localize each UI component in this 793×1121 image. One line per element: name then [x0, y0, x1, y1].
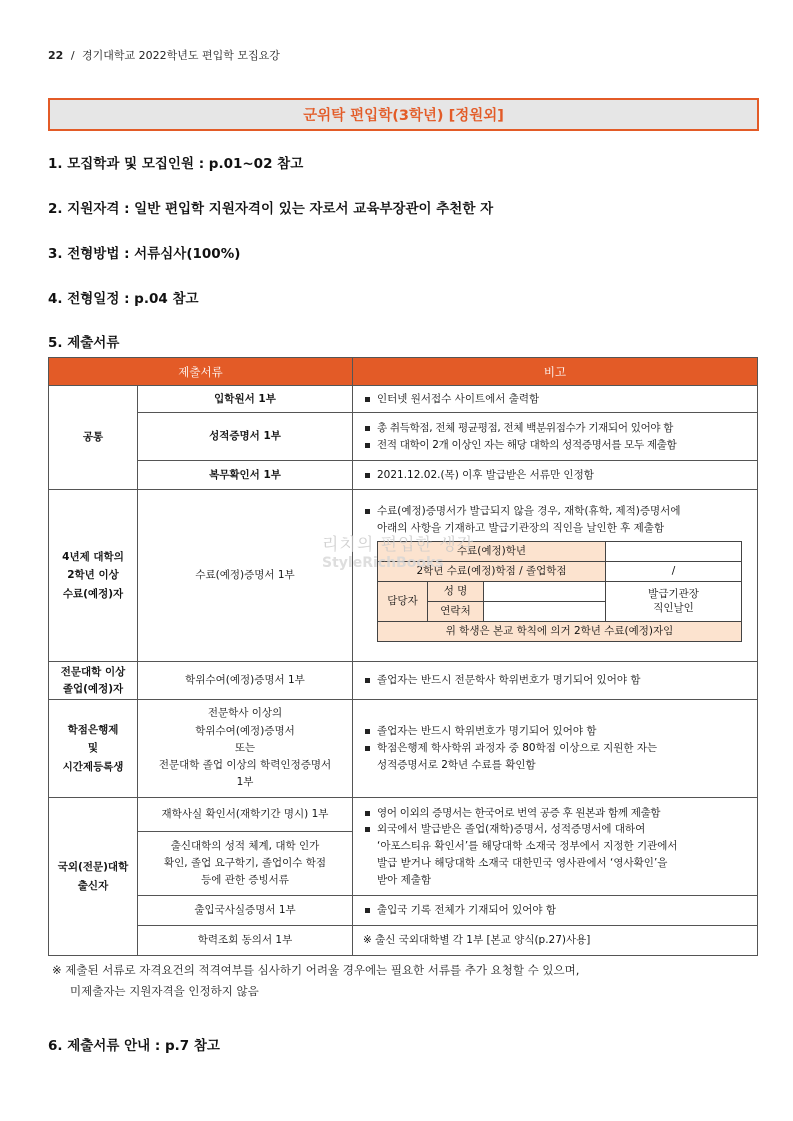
form-confirmation: 위 학생은 본교 학칙에 의거 2학년 수료(예정)자임: [378, 621, 742, 641]
note-continuation: 받아 제출함: [377, 873, 432, 886]
form-contact-label: 연락처: [428, 601, 484, 621]
section-5: 5. 제출서류: [48, 335, 120, 351]
section-6: 6. 제출서류 안내 : p.7 참고: [48, 1038, 220, 1054]
note-item: 출입국 기록 전체가 기재되어 있어야 함: [363, 902, 749, 919]
form-contact-value: [484, 601, 606, 621]
doc-university-evidence: 출신대학의 성적 체계, 대학 인가 확인, 졸업 요구학기, 졸업이수 학점 등에 관한 증빙서류: [138, 832, 353, 896]
doc-application: 입학원서 1부: [138, 386, 353, 413]
page-number: 22: [48, 49, 64, 62]
doc-service-confirmation: 복무확인서 1부: [138, 461, 353, 490]
category-univ4: 4년제 대학의 2학년 이상 수료(예정)자: [49, 490, 138, 662]
note-continuation: 발급 받거나 해당대학 소재국 대한민국 영사관에서 ‘영사확인’을: [377, 856, 668, 869]
page-title: 군위탁 편입학(3학년) [정원외]: [48, 98, 759, 131]
form-person-label: 담당자: [378, 581, 428, 621]
documents-table: [48, 357, 758, 956]
completion-form: [377, 541, 742, 642]
category-college: 전문대학 이상 졸업(예정)자: [49, 662, 138, 700]
watermark-logo: 리치의 편입한 생각 StyleRichBooks: [322, 535, 475, 571]
section-4: 4. 전형일정 : p.04 참고: [48, 291, 199, 307]
doc-enrollment-confirmation: 재학사실 확인서(재학기간 명시) 1부: [138, 798, 353, 832]
doc-degree-certificate: 학위수여(예정)증명서 1부: [138, 662, 353, 700]
form-credits-value: /: [606, 561, 742, 581]
form-credits-label: 2학년 수료(예정)학점 / 졸업학점: [378, 561, 606, 581]
category-foreign: 국외(전문)대학 출신자: [49, 798, 138, 956]
table-row: [49, 490, 758, 662]
table-row: [49, 896, 758, 926]
table-row: [49, 386, 758, 413]
table-row: [49, 700, 758, 798]
section-2: 2. 지원자격 : 일반 편입학 지원자격이 있는 자로서 교육부장관이 추천한 자: [48, 201, 494, 217]
category-credit-bank: 학점은행제 및 시간제등록생: [49, 700, 138, 798]
note-item: ※ 출신 국외대학별 각 1부 [본교 양식(p.27)사용]: [353, 926, 758, 956]
category-common: 공통: [49, 386, 138, 490]
note-continuation: ‘아포스티유 확인서’를 해당대학 소재국 정부에서 지정한 기관에서: [377, 840, 678, 853]
doc-credit-bank-certificate: 전문학사 이상의 학위수여(예정)증명서 또는 전문대학 졸업 이상의 학력인정증명서 1부: [138, 700, 353, 798]
header-doc-title: 경기대학교 2022학년도 편입학 모집요강: [82, 49, 280, 62]
note-item: 외국에서 발급받은 졸업(재학)증명서, 성적증명서에 대하여: [363, 821, 749, 838]
note-item: 영어 이외의 증명서는 한국어로 번역 공증 후 원본과 함께 제출함: [363, 805, 749, 822]
note-item: 총 취득학점, 전체 평균평점, 전체 백분위점수가 기재되어 있어야 함: [363, 420, 749, 437]
note-item: 수료(예정)증명서가 발급되지 않을 경우, 재학(휴학, 제적)증명서에: [363, 503, 747, 520]
table-row: [49, 926, 758, 956]
note-item: 학점은행제 학사학위 과정자 중 80학점 이상으로 지원한 자는: [363, 740, 749, 757]
note-item: 졸업자는 반드시 전문학사 학위번호가 명기되어 있어야 함: [363, 672, 749, 689]
header-documents: 제출서류: [49, 358, 353, 386]
note-item: 졸업자는 반드시 학위번호가 명기되어 있어야 함: [363, 723, 749, 740]
note-item: 2021.12.02.(목) 이후 발급받은 서류만 인정함: [363, 467, 749, 484]
table-row: [49, 413, 758, 461]
doc-completion-certificate: 수료(예정)증명서 1부: [138, 490, 353, 662]
form-seal: 발급기관장 직인날인: [606, 581, 742, 621]
table-header-row: [49, 358, 758, 386]
note-continuation: 아래의 사항을 기재하고 발급기관장의 직인을 날인한 후 제출함: [377, 522, 665, 534]
doc-immigration-record: 출입국사실증명서 1부: [138, 896, 353, 926]
table-row: [49, 461, 758, 490]
form-year-value: [606, 541, 742, 561]
form-year-label: 수료(예정)학년: [378, 541, 606, 561]
form-name-label: 성 명: [428, 581, 484, 601]
footnote: ※ 제출된 서류로 자격요건의 적격여부를 심사하기 어려울 경우에는 필요한 서류를 추가 요청할 수 있으며, 미제출자는 지원자격을 인정하지 않음: [52, 963, 580, 999]
doc-verification-consent: 학력조회 동의서 1부: [138, 926, 353, 956]
table-row: [49, 662, 758, 700]
note-item: 인터넷 원서접수 사이트에서 출력함: [363, 391, 749, 408]
section-1: 1. 모집학과 및 모집인원 : p.01~02 참고: [48, 156, 304, 172]
page-header: [48, 47, 280, 63]
form-name-value: [484, 581, 606, 601]
table-row: [49, 798, 758, 832]
doc-transcript: 성적증명서 1부: [138, 413, 353, 461]
note-continuation: 성적증명서로 2학년 수료를 확인함: [377, 758, 536, 771]
note-item: 전적 대학이 2개 이상인 자는 해당 대학의 성적증명서를 모두 제출함: [363, 437, 749, 454]
header-separator: /: [70, 49, 75, 62]
section-3: 3. 전형방법 : 서류심사(100%): [48, 246, 241, 262]
header-remarks: 비고: [353, 358, 758, 386]
